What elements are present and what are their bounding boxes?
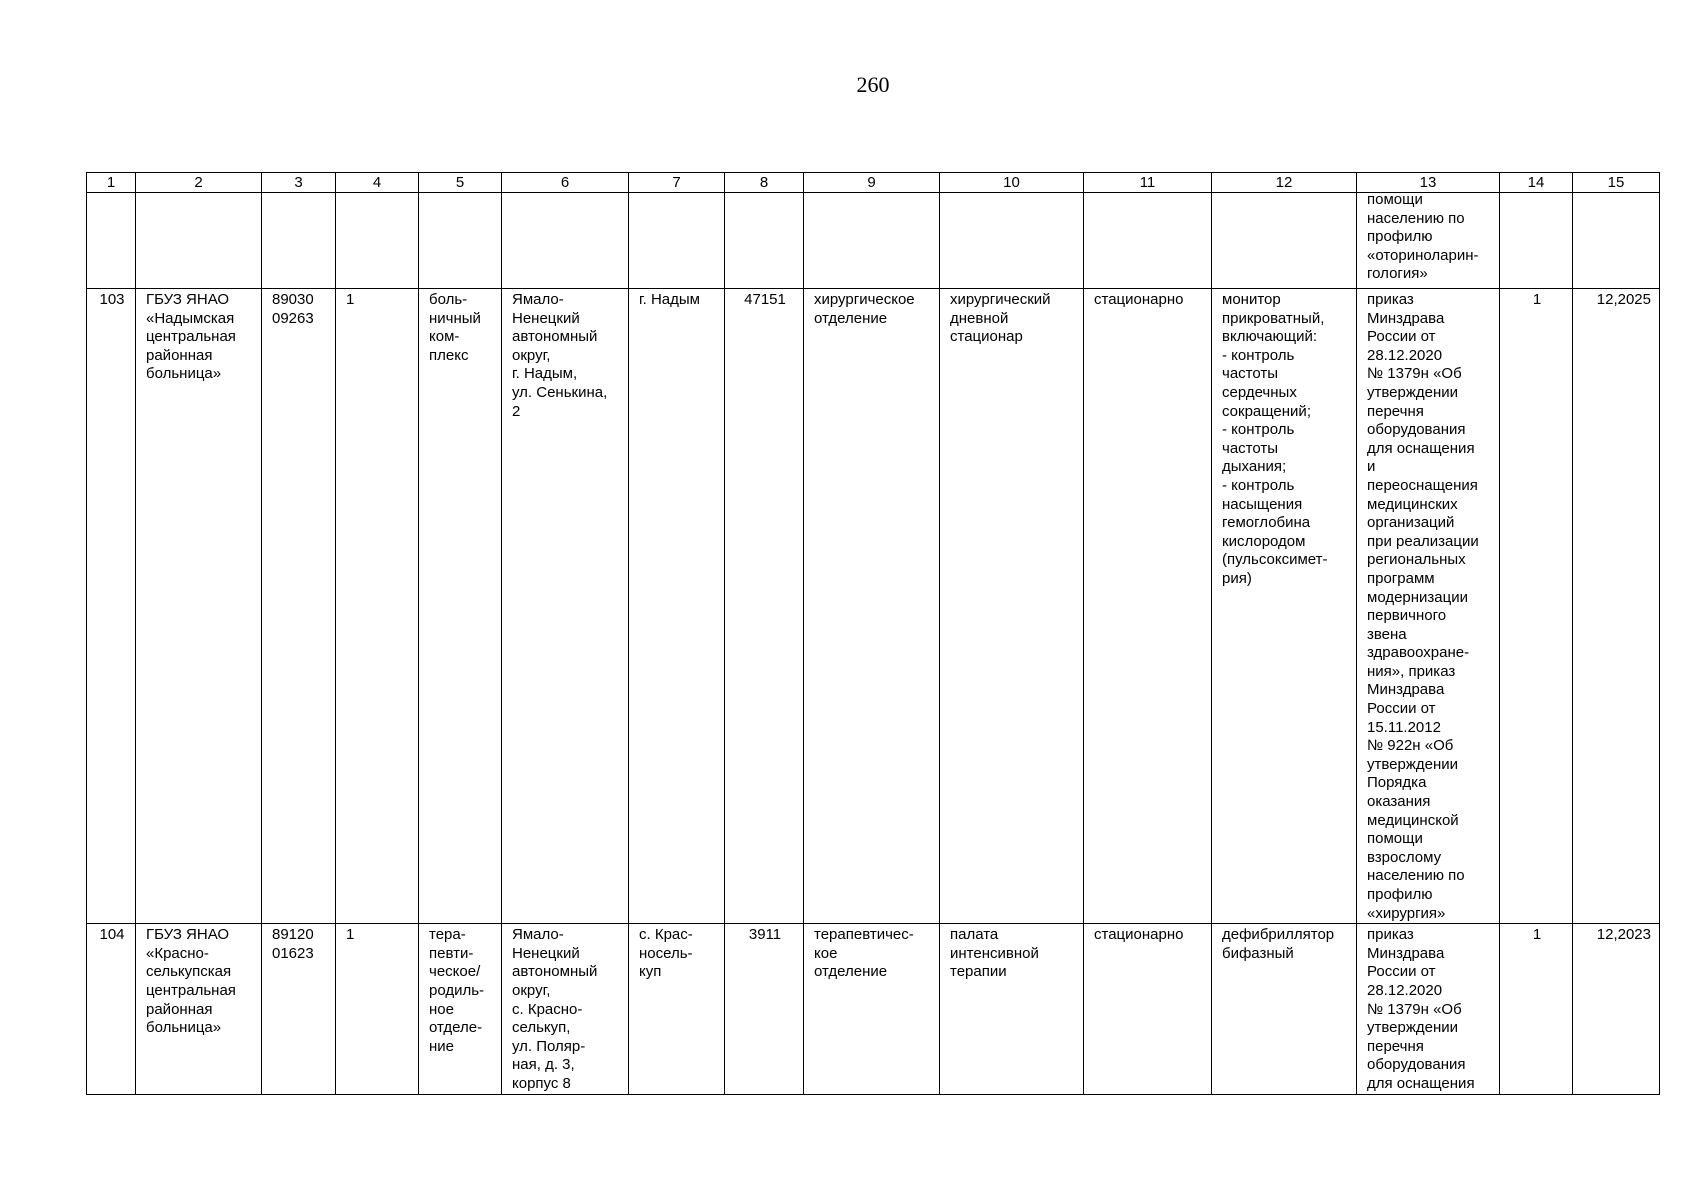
department-cell: терапевтичес- кое отделение — [804, 924, 940, 1094]
table-row — [87, 924, 1660, 1094]
care-mode-cell — [1084, 193, 1212, 289]
code-cell: 89120 01623 — [262, 924, 336, 1094]
code-cell: 89030 09263 — [262, 289, 336, 924]
unit-cell: палата интенсивной терапии — [940, 924, 1084, 1094]
table-row — [87, 193, 1660, 289]
organization-cell: ГБУЗ ЯНАО «Красно- селькупская центральная районная больница» — [136, 924, 262, 1094]
code-cell — [262, 193, 336, 289]
table-row — [87, 289, 1660, 924]
quantity-cell: 1 — [1500, 289, 1573, 924]
column-header: 14 — [1500, 173, 1573, 193]
department-cell: хирургическое отделение — [804, 289, 940, 924]
organization-cell — [136, 193, 262, 289]
organization-cell: ГБУЗ ЯНАО «Надымская центральная районная больница» — [136, 289, 262, 924]
date-cell — [1573, 193, 1660, 289]
column-header: 10 — [940, 173, 1084, 193]
quantity-cell: 1 — [1500, 924, 1573, 1094]
column-header: 15 — [1573, 173, 1660, 193]
column-header: 6 — [502, 173, 629, 193]
count-cell — [336, 193, 419, 289]
locality-cell — [629, 193, 725, 289]
equipment-cell: дефибриллятор бифазный — [1212, 924, 1357, 1094]
column-header: 9 — [804, 173, 940, 193]
care-mode-cell: стационарно — [1084, 924, 1212, 1094]
unit-cell: хирургический дневной стационар — [940, 289, 1084, 924]
regulation-cell: приказ Минздрава России от 28.12.2020 № 1379н «Об утверждении перечня оборудования для оснащения и переоснащения медицинских организаций при реализации региональных программ модернизации первичного звена здравоохране- ния», приказ Минздрава России от 15.11.2012 № 922н «Об утверждении Порядка оказания медицинской помощи взрослому населению по профилю «хирургия» — [1357, 289, 1500, 924]
column-header: 12 — [1212, 173, 1357, 193]
date-cell: 12,2025 — [1573, 289, 1660, 924]
building-cell: боль- ничный ком- плекс — [419, 289, 502, 924]
column-header: 2 — [136, 173, 262, 193]
row-number-cell: 103 — [87, 289, 136, 924]
regulation-cell: помощи населению по профилю «оториноларин- гология» — [1357, 193, 1500, 289]
column-number-row — [87, 173, 1660, 193]
locality-cell: с. Крас- носель- куп — [629, 924, 725, 1094]
building-cell: тера- певти- ческое/ родиль- ное отделе- ние — [419, 924, 502, 1094]
population-cell: 3911 — [725, 924, 804, 1094]
date-cell: 12,2023 — [1573, 924, 1660, 1094]
row-number-cell — [87, 193, 136, 289]
population-cell — [725, 193, 804, 289]
count-cell: 1 — [336, 924, 419, 1094]
department-cell — [804, 193, 940, 289]
equipment-cell — [1212, 193, 1357, 289]
column-header: 7 — [629, 173, 725, 193]
unit-cell — [940, 193, 1084, 289]
column-header: 13 — [1357, 173, 1500, 193]
population-cell: 47151 — [725, 289, 804, 924]
page-number: 260 — [856, 72, 890, 97]
column-header: 11 — [1084, 173, 1212, 193]
equipment-cell: монитор прикроватный, включающий: - контроль частоты сердечных сокращений; - контроль частоты дыхания; - контроль насыщения гемоглобина кислородом (пульсоксимет- рия) — [1212, 289, 1357, 924]
equipment-table — [86, 172, 1660, 1095]
column-header: 4 — [336, 173, 419, 193]
quantity-cell — [1500, 193, 1573, 289]
column-header: 1 — [87, 173, 136, 193]
column-header: 5 — [419, 173, 502, 193]
locality-cell: г. Надым — [629, 289, 725, 924]
address-cell — [502, 193, 629, 289]
count-cell: 1 — [336, 289, 419, 924]
care-mode-cell: стационарно — [1084, 289, 1212, 924]
building-cell — [419, 193, 502, 289]
address-cell: Ямало- Ненецкий автономный округ, г. Надым, ул. Сенькина, 2 — [502, 289, 629, 924]
regulation-cell: приказ Минздрава России от 28.12.2020 № 1379н «Об утверждении перечня оборудования для оснащения — [1357, 924, 1500, 1094]
row-number-cell: 104 — [87, 924, 136, 1094]
column-header: 3 — [262, 173, 336, 193]
column-header: 8 — [725, 173, 804, 193]
address-cell: Ямало- Ненецкий автономный округ, с. Красно- селькуп, ул. Поляр- ная, д. 3, корпус 8 — [502, 924, 629, 1094]
